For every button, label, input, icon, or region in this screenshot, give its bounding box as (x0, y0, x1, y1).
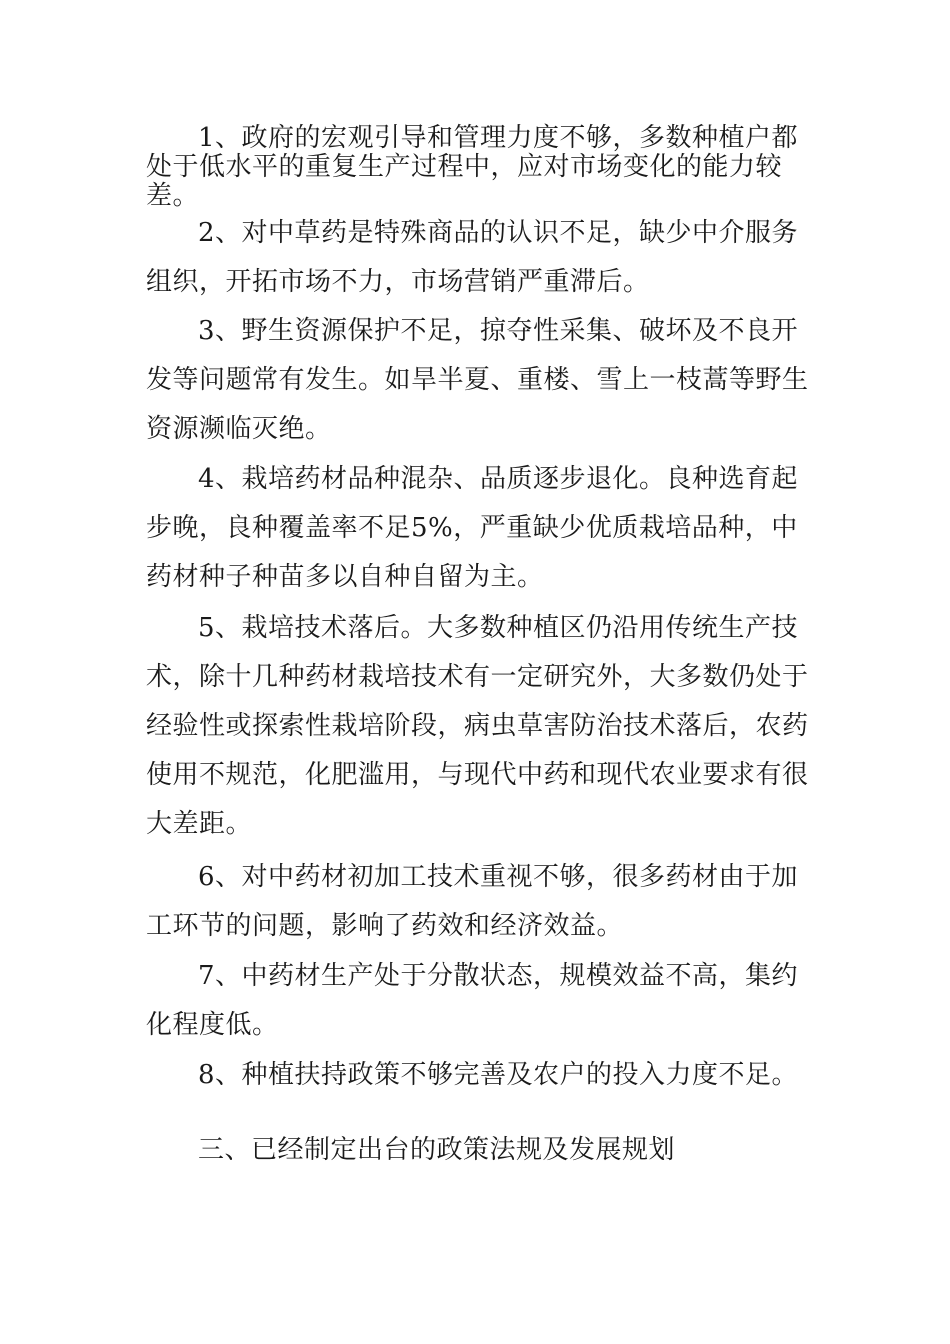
paragraph-3: 3、野生资源保护不足，掠夺性采集、破坏及不良开发等问题常有发生。如旱半夏、重楼、雪上一枝蒿等野生资源濒临灭绝。 (146, 316, 809, 444)
paragraph-6: 6、对中药材初加工技术重视不够，很多药材由于加工环节的问题，影响了药效和经济效益。 (146, 862, 799, 941)
paragraph-8: 8、种植扶持政策不够完善及农户的投入力度不足。 (198, 1060, 799, 1090)
paragraph-5: 5、栽培技术落后。大多数种植区仍沿用传统生产技术，除十几种药材栽培技术有一定研究外，大多数仍处于经验性或探索性栽培阶段，病虫草害防治技术落后，农药使用不规范，化肥滥用，与现代中药和现代农业要求有很大差距。 (146, 613, 809, 839)
section-heading: 三、已经制定出台的政策法规及发展规划 (198, 1135, 676, 1165)
paragraph-7: 7、中药材生产处于分散状态，规模效益不高，集约化程度低。 (146, 961, 799, 1040)
paragraph-2: 2、对中草药是特殊商品的认识不足，缺少中介服务组织，开拓市场不力，市场营销严重滞后。 (146, 218, 799, 297)
paragraph-4: 4、栽培药材品种混杂、品质逐步退化。良种选育起步晚，良种覆盖率不足5%，严重缺少优质栽培品种，中药材种子种苗多以自种自留为主。 (146, 464, 799, 592)
paragraph-1: 1、政府的宏观引导和管理力度不够，多数种植户都处于低水平的重复生产过程中，应对市场变化的能力较差。 (146, 123, 799, 211)
